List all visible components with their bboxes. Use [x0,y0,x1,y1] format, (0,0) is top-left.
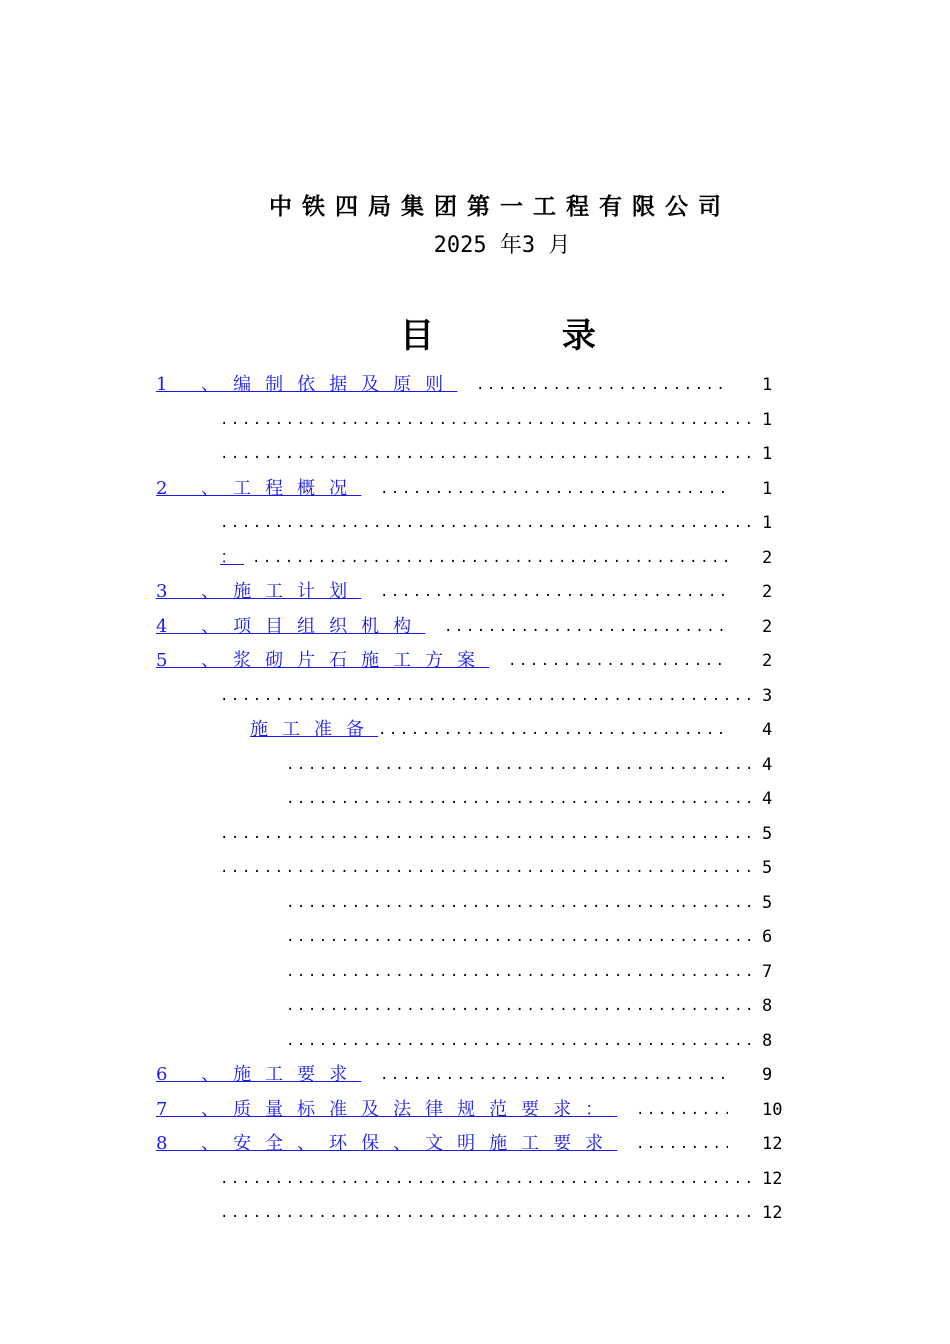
toc-leader-dots [286,890,758,916]
toc-entry[interactable] [220,545,800,571]
toc-leader-dots [378,717,728,743]
toc-entry [220,407,800,433]
toc-page-number: 6 [762,927,773,947]
toc-entry [220,821,800,847]
toc-leader-dots [380,1062,728,1088]
toc-entry-link[interactable]: 6 、施工要求 [156,1062,363,1088]
toc-entry-link[interactable]: 7 、质量标准及法律规范要求： [156,1097,619,1123]
toc-entry[interactable] [156,614,800,640]
toc-leader-dots [220,683,758,709]
toc-entry[interactable] [156,372,800,398]
toc-entry [220,441,800,467]
toc-entry[interactable] [220,717,800,743]
toc-page-number: 4 [762,720,773,740]
toc-entry[interactable] [156,476,800,502]
toc-entry-link[interactable]: 4 、项目组织机构 [156,614,427,640]
toc-leader-dots [286,993,758,1019]
toc-entry [220,683,800,709]
toc-leader-dots [220,1200,758,1226]
toc-leader-dots [220,441,758,467]
toc-leader-dots [286,1028,758,1054]
toc-leader-dots [636,1131,728,1157]
toc-leader-dots [636,1097,728,1123]
toc-page-number: 2 [762,548,773,568]
toc-entry[interactable] [156,1097,800,1123]
toc-entry [286,924,800,950]
toc-leader-dots [508,648,728,674]
toc-leader-dots [220,855,758,881]
toc-entry-link[interactable]: 8 、安全、环保、文明施工要求 [156,1131,619,1157]
toc-entry [220,1166,800,1192]
toc-leader-dots [444,614,728,640]
toc-entry[interactable] [156,648,800,674]
toc-page-number: 2 [762,582,773,602]
toc-title: 目 录 [400,316,654,356]
company-name: 中铁四局集团第一工程有限公司 [269,193,731,220]
toc-page-number: 1 [762,444,773,464]
toc-entry [286,959,800,985]
toc-page-number: 8 [762,1031,773,1051]
toc-entry-link[interactable]: ： [220,545,246,571]
toc-entry [286,752,800,778]
toc-page-number: 5 [762,824,773,844]
toc-leader-dots [380,476,728,502]
toc-entry[interactable] [156,579,800,605]
toc-leader-dots [476,372,728,398]
toc-leader-dots [286,959,758,985]
toc-page-number: 4 [762,789,773,809]
toc-entry [286,890,800,916]
toc-entry-link[interactable]: 3 、施工计划 [156,579,363,605]
document-date: 2025 年3 月 [433,233,571,258]
toc-page-number: 3 [762,686,773,706]
toc-page-number: 10 [762,1100,783,1120]
toc-leader-dots [286,786,758,812]
toc-page-number: 8 [762,996,773,1016]
toc-entry [286,993,800,1019]
toc-page-number: 12 [762,1169,783,1189]
toc-leader-dots [380,579,728,605]
toc-page-number: 1 [762,513,773,533]
toc-entry [286,1028,800,1054]
toc-page-number: 12 [762,1134,783,1154]
toc-entry[interactable] [156,1062,800,1088]
toc-page-number: 2 [762,651,773,671]
toc-entry-link[interactable]: 1 、编制依据及原则 [156,372,459,398]
toc-entry [220,510,800,536]
toc-leader-dots [252,545,728,571]
toc-entry[interactable] [156,1131,800,1157]
toc-leader-dots [220,510,758,536]
toc-page-number: 7 [762,962,773,982]
toc-entry [286,786,800,812]
toc-page-number: 9 [762,1065,773,1085]
toc-leader-dots [286,752,758,778]
toc-page-number: 5 [762,893,773,913]
toc-page-number: 1 [762,375,773,395]
toc-entry-link[interactable]: 5 、浆砌片石施工方案 [156,648,491,674]
toc-entry-link[interactable]: 2 、工程概况 [156,476,363,502]
toc-leader-dots [220,821,758,847]
toc-page-number: 1 [762,410,773,430]
toc-leader-dots [220,407,758,433]
toc-entry [220,1200,800,1226]
toc-entry [220,855,800,881]
toc-leader-dots [220,1166,758,1192]
toc-page-number: 5 [762,858,773,878]
toc-entry-link[interactable]: 施工准备 [220,717,380,743]
toc-page-number: 12 [762,1203,783,1223]
toc-page-number: 2 [762,617,773,637]
toc-leader-dots [286,924,758,950]
toc-page-number: 1 [762,479,773,499]
toc-page-number: 4 [762,755,773,775]
